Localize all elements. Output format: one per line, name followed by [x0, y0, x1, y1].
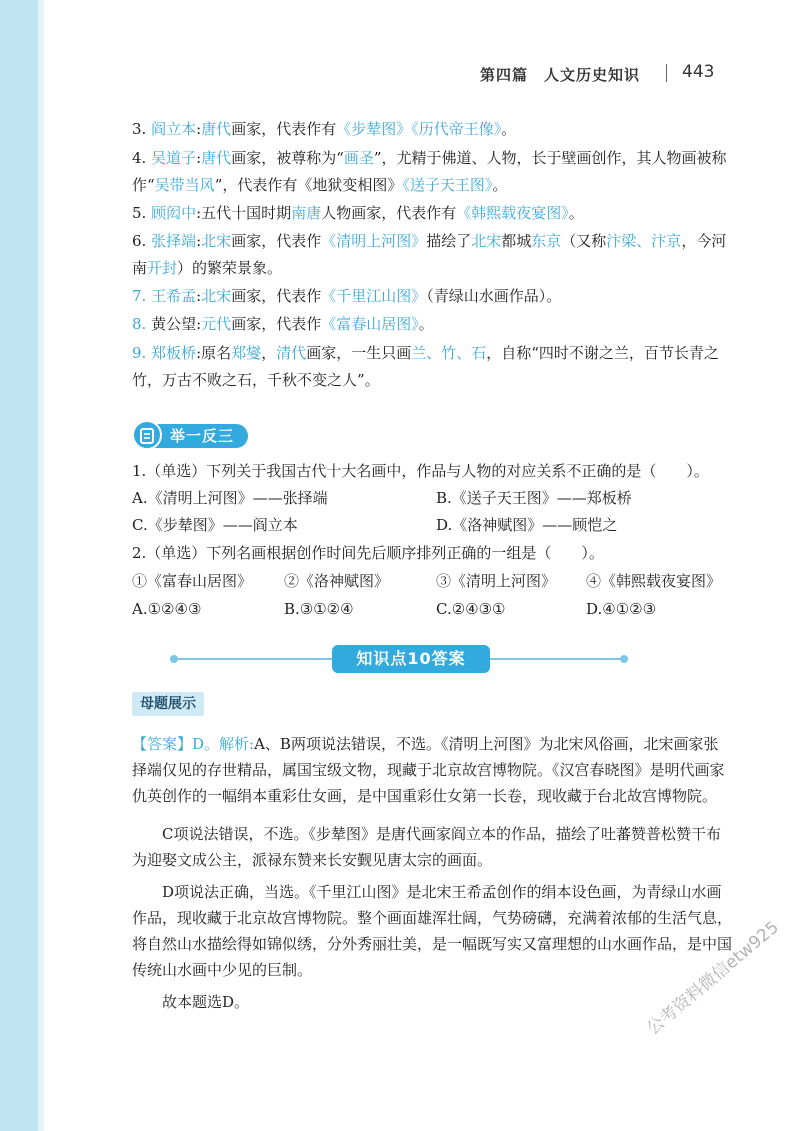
painter-name: 黄公望 — [151, 315, 197, 333]
q2-option-b: B.③①②④ — [284, 600, 354, 618]
dynasty: 元代 — [201, 315, 232, 333]
dynasty: 北宋 — [201, 287, 232, 305]
entry-text: （青绿山水画作品）。 — [426, 287, 562, 305]
place: 汴梁、汴京 — [606, 232, 682, 250]
entry-text: 。 — [568, 204, 584, 222]
entry-text: 。 — [418, 315, 434, 333]
entry-number: 7. — [132, 287, 152, 305]
answer-paragraph-3: D项说法正确，当选。《千里江山图》是北宋王希孟创作的绢本设色画，为青绿山水画作品，现收藏于北京故宫博物院。整个画面雄浑壮阔，气势磅礴，充满着浓郁的生活气息，将自然山水描绘得如锦似绣，分外秀丽壮美，是一幅既写实又富理想的山水画作品，是中国传统山水画中少见的巨制。 — [132, 883, 733, 979]
entry-colon: : — [196, 287, 202, 305]
entry-number: 9. — [132, 344, 152, 362]
painter-entry-9 — [132, 340, 732, 394]
answer-key: 【答案】D。解析: — [132, 735, 255, 753]
q2-option-d: D.④①②③ — [586, 600, 657, 618]
badge-label: 举一反三 — [170, 427, 235, 445]
divider-dot-right — [620, 655, 628, 663]
painter-name: 顾闳中 — [151, 204, 197, 222]
painter-entry-3 — [132, 116, 732, 143]
entry-text: 描绘了 — [426, 232, 472, 250]
works: 《清明上河图》 — [321, 232, 427, 250]
works: 《送子天王图》 — [402, 176, 493, 194]
entry-text: 。 — [492, 176, 508, 194]
dynasty: 唐代 — [201, 149, 232, 167]
q2-item-4: ④《韩熙载夜宴图》 — [586, 572, 722, 590]
painter-entry-6 — [132, 228, 732, 282]
painter-entry-5 — [132, 200, 732, 227]
entry-text: ”，尤精于佛道、人物，长于壁画创作，其人物画被称作“ — [132, 149, 727, 194]
q1-option-a: A.《清明上河图》——张择端 — [132, 489, 328, 507]
works: 《富春山居图》 — [321, 315, 419, 333]
question-1-stem: 1.（单选）下列关于我国古代十大名画中，作品与人物的对应关系不正确的是（ ）。 — [132, 462, 709, 480]
divider-dot-left — [170, 655, 178, 663]
q2-item-2: ②《洛神赋图》 — [284, 572, 390, 590]
entry-number: 4. — [132, 149, 152, 167]
entry-text: 都城 — [501, 232, 532, 250]
dynasty: 南唐 — [291, 204, 322, 222]
painter-name: 阎立本 — [151, 120, 197, 138]
entry-number: 5. — [132, 204, 152, 222]
style-phrase: 吴带当风 — [154, 176, 215, 194]
painter-name: 郑板桥 — [151, 344, 197, 362]
entry-text: （又称 — [561, 232, 607, 250]
real-name: 郑燮 — [231, 344, 262, 362]
painter-name: 王希孟 — [151, 287, 197, 305]
entry-text: 画家，代表作有 — [231, 120, 337, 138]
practice-badge — [132, 420, 250, 452]
divider-line-left — [178, 658, 332, 660]
entry-text: 画家，代表作 — [231, 315, 322, 333]
dynasty: 北宋 — [201, 232, 232, 250]
page-side-stripe-inner — [38, 0, 44, 1131]
q2-option-c: C.②④③① — [436, 600, 506, 618]
entry-text: 画家，代表作 — [231, 232, 322, 250]
header-divider — [666, 64, 667, 82]
page-side-stripe — [0, 0, 38, 1131]
q1-option-c: C.《步辇图》——阎立本 — [132, 516, 298, 534]
entry-text: ， — [261, 344, 277, 362]
page-header — [470, 62, 730, 86]
entry-text: 。 — [501, 120, 517, 138]
q2-option-a: A.①②④③ — [132, 600, 202, 618]
entry-text: 画家，代表作 — [231, 287, 322, 305]
entry-text: ”，代表作有《地狱变相图》 — [214, 176, 403, 194]
answer-paragraph-2: C项说法错误，不选。《步辇图》是唐代画家阎立本的作品，描绘了吐蕃赞普松赞干布为迎娶文成公主，派禄东赞来长安觐见唐太宗的画面。 — [132, 825, 721, 869]
honorific: 画圣 — [343, 149, 374, 167]
entry-text: 五代十国时期 — [201, 204, 292, 222]
entry-colon: : — [196, 344, 202, 362]
entry-text: 画家，一生只画 — [306, 344, 412, 362]
painter-entry-4 — [132, 145, 732, 199]
works: 《步辇图》《历代帝王像》 — [336, 120, 502, 138]
watermark: 公考资料微信etw925 — [643, 917, 783, 1040]
mother-question-tag: 母题展示 — [132, 692, 204, 716]
entry-colon: : — [196, 315, 202, 333]
entry-text: 人物画家，代表作有 — [321, 204, 457, 222]
entry-text: ）的繁荣景象。 — [177, 259, 283, 277]
place: 开封 — [147, 259, 178, 277]
answers-banner: 知识点10答案 — [332, 645, 490, 673]
badge-circle — [132, 420, 162, 450]
divider-line-right — [490, 658, 620, 660]
entry-number: 6. — [132, 232, 152, 250]
dynasty: 唐代 — [201, 120, 232, 138]
answer-paragraph-1: A、B两项说法错误，不选。《清明上河图》为北宋风俗画，北宋画家张择端仅见的存世精品，属国宝级文物，现藏于北京故宫博物院。《汉宫春晓图》是明代画家仇英创作的一幅绢本重彩仕女画，是中国重彩仕女第一长卷，现收藏于台北故宫博物院。 — [132, 735, 725, 805]
answer-paragraph-3-block — [132, 879, 732, 983]
entry-colon: : — [196, 149, 202, 167]
question-2-stem: 2.（单选）下列名画根据创作时间先后顺序排列正确的一组是（ ）。 — [132, 544, 604, 562]
painter-entry-7 — [132, 283, 732, 310]
works: 《韩熙载夜宴图》 — [456, 204, 569, 222]
section-title: 第四篇 人文历史知识 — [480, 66, 641, 84]
entry-number: 8. — [132, 315, 152, 333]
answer-conclusion: 故本题选D。 — [162, 993, 250, 1011]
entry-colon: : — [196, 204, 202, 222]
place: 北宋 — [471, 232, 502, 250]
painter-name: 张择端 — [151, 232, 197, 250]
works: 《千里江山图》 — [321, 287, 427, 305]
q2-item-3: ③《清明上河图》 — [436, 572, 557, 590]
q1-option-d: D.《洛神赋图》——顾恺之 — [436, 516, 618, 534]
painter-name: 吴道子 — [151, 149, 197, 167]
entry-number: 3. — [132, 120, 152, 138]
page-number: 443 — [682, 62, 715, 82]
dynasty: 清代 — [276, 344, 307, 362]
entry-text: 原名 — [201, 344, 232, 362]
subjects: 兰、竹、石 — [411, 344, 487, 362]
answer-paragraph-4-block — [132, 989, 732, 1015]
entry-text: ，自称“四时不谢之兰，百节长青之竹，万古不败之石，千秋不变之人”。 — [132, 344, 719, 389]
q1-option-b: B.《送子天王图》——郑板桥 — [436, 489, 632, 507]
entry-colon: : — [196, 120, 202, 138]
place: 东京 — [531, 232, 562, 250]
document-icon — [140, 428, 154, 444]
answer-explanation — [132, 731, 732, 809]
entry-text: 画家，被尊称为“ — [231, 149, 344, 167]
q2-item-1: ①《富春山居图》 — [132, 572, 253, 590]
painter-entry-8 — [132, 311, 732, 338]
entry-text: ，今河南 — [132, 232, 727, 277]
answer-paragraph-2-block — [132, 821, 732, 873]
entry-colon: : — [196, 232, 202, 250]
